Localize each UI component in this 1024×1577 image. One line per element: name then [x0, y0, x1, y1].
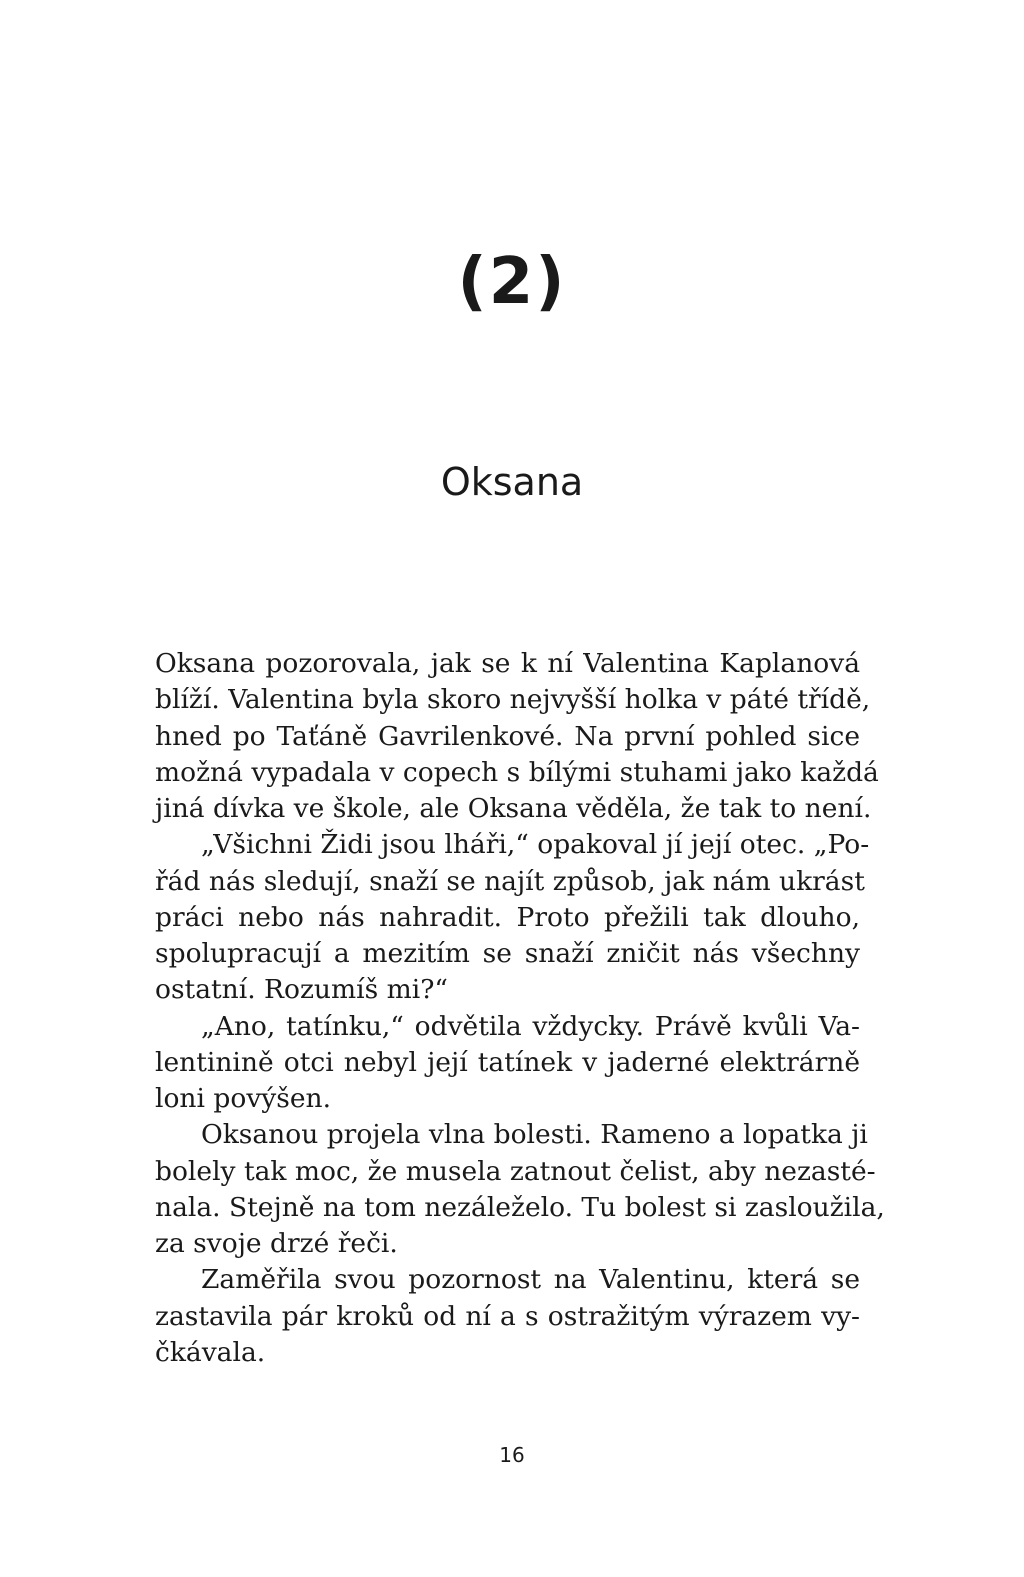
chapter-number: (2): [457, 245, 567, 319]
text-line: jiná dívka ve škole, ale Oksana věděla, že tak to není.: [155, 793, 872, 824]
text-line: hned po Taťáně Gavrilenkové. Na první pohled sice: [155, 720, 860, 752]
text-line: spolupracují a mezitím se snaží zničit nás všechny: [155, 938, 860, 969]
text-line: čkávala.: [155, 1336, 266, 1368]
text-line: za svoje drzé řeči.: [155, 1228, 398, 1259]
text-line: Zaměřila svou pozornost na Valentinu, která se: [201, 1264, 860, 1296]
text-line: Oksanou projela vlna bolesti. Rameno a lopatka ji: [201, 1119, 868, 1151]
text-line: „Všichni Židi jsou lháři,“ opakoval jí její otec. „Po-: [201, 829, 870, 861]
chapter-title: Oksana: [440, 460, 584, 504]
text-line: „Ano, tatínku,“ odvětila vždycky. Právě kvůli Va-: [201, 1010, 860, 1042]
text-line: lentinině otci nebyl její tatínek v jaderné elektrárně: [155, 1046, 860, 1078]
text-line: řád nás sledují, snaží se najít způsob, jak nám ukrást: [155, 865, 865, 897]
text-line: bolely tak moc, že musela zatnout čelist, aby nezasté-: [155, 1155, 876, 1187]
text-line: blíží. Valentina byla skoro nejvyšší holka v páté třídě,: [155, 684, 871, 716]
text-line: práci nebo nás nahradit. Proto přežili tak dlouho,: [155, 901, 860, 933]
text-line: zastavila pár kroků od ní a s ostražitým výrazem vy-: [155, 1300, 860, 1332]
text-line: nala. Stejně na tom nezáleželo. Tu bolest si zasloužila,: [155, 1191, 885, 1223]
text-line: loni povýšen.: [155, 1083, 332, 1114]
text-line: Oksana pozorovala, jak se k ní Valentina Kaplanová: [155, 648, 860, 679]
text-line: ostatní. Rozumíš mi?“: [155, 974, 448, 1006]
page-number: 16: [499, 1443, 525, 1467]
body-text: [155, 646, 885, 1371]
text-line: možná vypadala v copech s bílými stuhami jako každá: [155, 756, 879, 788]
